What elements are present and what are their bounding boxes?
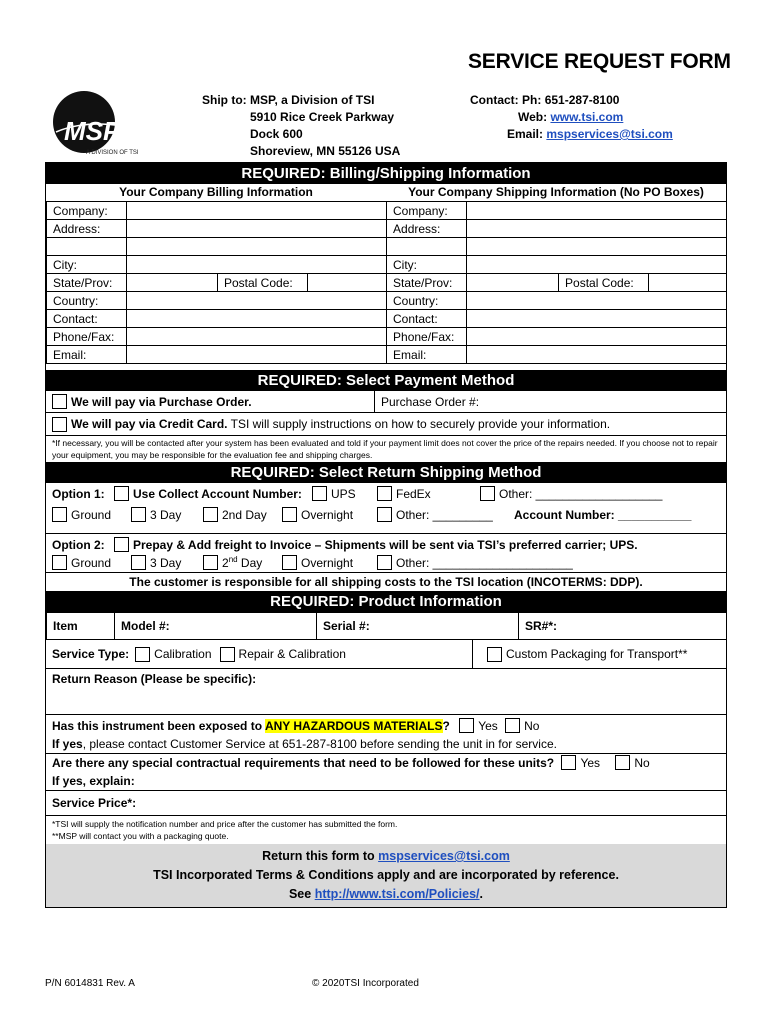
hazard-yes-checkbox[interactable] — [459, 718, 474, 733]
model-label: Model #: — [121, 619, 170, 633]
two-day2-checkbox[interactable] — [203, 555, 218, 570]
shipping-postal-field[interactable] — [649, 274, 727, 292]
ship-to-label: Ship to: — [202, 93, 247, 107]
two-day-label: 2nd Day — [222, 508, 267, 522]
billing-phone-label: Phone/Fax: — [47, 328, 127, 346]
return-reason-field[interactable] — [46, 669, 726, 715]
other3-checkbox[interactable] — [377, 555, 392, 570]
billing-city-field[interactable] — [127, 256, 387, 274]
credit-card-label: We will pay via Credit Card. — [71, 417, 228, 431]
ship-to-line: 5910 Rice Creek Parkway — [250, 110, 395, 124]
other1-field[interactable]: Other: ___________________ — [499, 487, 663, 501]
option2-block — [46, 534, 726, 572]
shipping-email-label: Email: — [387, 346, 467, 364]
email-label: Email: — [507, 127, 544, 141]
other1-checkbox[interactable] — [480, 486, 495, 501]
serial-field[interactable] — [317, 613, 519, 640]
shipping-country-label: Country: — [387, 292, 467, 310]
three-day-label: 3 Day — [150, 508, 182, 522]
sr-label: SR#*: — [525, 619, 558, 633]
ship-to-line: MSP, a Division of TSI — [250, 93, 375, 107]
other2-field[interactable]: Other: _________ — [396, 508, 493, 522]
three-day-checkbox[interactable] — [131, 507, 146, 522]
billing-contact-label: Contact: — [47, 310, 127, 328]
shipping-phone-label: Phone/Fax: — [387, 328, 467, 346]
see-label: See — [288, 887, 315, 901]
service-type-row — [46, 640, 726, 669]
billing-postal-label: Postal Code: — [218, 274, 308, 292]
billing-subheaders — [46, 184, 726, 201]
logo-text: MSP — [64, 116, 121, 146]
web-label: Web: — [518, 110, 548, 124]
hazard-no-label: No — [524, 719, 540, 733]
po-row — [46, 391, 726, 413]
po-number-field[interactable] — [375, 391, 479, 412]
model-field[interactable] — [115, 613, 317, 640]
billing-company-field[interactable] — [127, 202, 387, 220]
service-type-label: Service Type: — [52, 647, 130, 661]
contract-yes-label: Yes — [580, 756, 601, 770]
hazard-no-checkbox[interactable] — [505, 718, 520, 733]
logo-tagline: A DIVISION OF TSI — [86, 150, 139, 156]
overnight-checkbox[interactable] — [282, 507, 297, 522]
billing-city-label: City: — [47, 256, 127, 274]
option1-block — [46, 483, 726, 533]
calibration-label: Calibration — [154, 647, 212, 661]
product-notes — [46, 816, 726, 844]
collect-account-checkbox[interactable] — [114, 486, 129, 501]
billing-state-label: State/Prov: — [47, 274, 127, 292]
ups-label: UPS — [331, 487, 356, 501]
repair-calibration-label: Repair & Calibration — [238, 647, 346, 661]
ground-label: Ground — [71, 508, 112, 522]
email-link[interactable]: mspservices@tsi.com — [546, 127, 673, 141]
return-line1: Return this form to — [262, 849, 379, 863]
copyright: © 2020TSI Incorporated — [312, 978, 419, 989]
serial-label: Serial #: — [323, 619, 370, 633]
phone-label: Ph: — [522, 93, 542, 107]
ground2-checkbox[interactable] — [52, 555, 67, 570]
hazard-yes-label: Yes — [478, 719, 498, 733]
other3-field[interactable]: Other: _____________________ — [396, 556, 573, 570]
contract-no-label: No — [634, 756, 650, 770]
billing-email-field[interactable] — [127, 346, 387, 364]
fedex-checkbox[interactable] — [377, 486, 392, 501]
service-price-field[interactable] — [46, 791, 726, 816]
credit-card-row — [46, 413, 726, 436]
collect-account-label: Use Collect Account Number: — [133, 487, 302, 501]
item-label: Item — [47, 613, 115, 640]
credit-card-checkbox[interactable] — [52, 417, 67, 432]
return-email-link[interactable]: mspservices@tsi.com — [378, 849, 510, 863]
service-price-label: Service Price*: — [52, 796, 137, 810]
po-number-label: Purchase Order #: — [381, 394, 480, 409]
if-yes-label: If yes — [52, 737, 83, 751]
shipping-title: Your Company Shipping Information (No PO Boxes) — [408, 185, 704, 199]
shipping-city-label: City: — [387, 256, 467, 274]
msp-logo-icon — [44, 90, 164, 160]
product-note-1: *TSI will supply the notification number and price after the customer has submitted the form. — [52, 819, 398, 829]
billing-country-label: Country: — [47, 292, 127, 310]
three-day2-label: 3 Day — [150, 556, 182, 570]
option1-label: Option 1: — [52, 487, 105, 501]
shipping-address2-field[interactable] — [467, 238, 727, 256]
three-day2-checkbox[interactable] — [131, 555, 146, 570]
if-yes-instruction: , please contact Customer Service at 651-287-8100 before sending the unit in for service. — [82, 737, 557, 751]
return-reason-label: Return Reason (Please be specific): — [52, 672, 257, 686]
web-link[interactable]: www.tsi.com — [550, 110, 624, 124]
ups-checkbox[interactable] — [312, 486, 327, 501]
billing-phone-field[interactable] — [127, 328, 387, 346]
hazard-highlight: ANY HAZARDOUS MATERIALS — [264, 719, 443, 733]
billing-title: Your Company Billing Information — [119, 185, 313, 199]
option2-label: Option 2: — [52, 538, 105, 552]
contract-explain-field[interactable] — [52, 772, 720, 790]
return-instructions-box: Return this form to mspservices@tsi.com TSI Incorporated Terms & Conditions apply and are incorporated by reference. See http://www.tsi.com/Policies/. — [46, 844, 726, 907]
hazard-question: Has this instrument been exposed to — [52, 719, 265, 733]
if-yes-explain-label: If yes, explain: — [52, 774, 135, 788]
contract-question: Are there any special contractual requirements that need to be followed for these units? — [52, 756, 555, 770]
shipping-contact-label: Contact: — [387, 310, 467, 328]
contact-block — [470, 92, 673, 143]
account-number-field[interactable]: Account Number: ___________ — [514, 508, 692, 522]
part-number: P/N 6014831 Rev. A — [45, 978, 135, 989]
shipping-address-field[interactable] — [467, 220, 727, 238]
po-checkbox[interactable] — [52, 394, 67, 409]
credit-card-detail: TSI will supply instructions on how to securely provide your information. — [227, 417, 611, 431]
page-title: SERVICE REQUEST FORM — [468, 50, 731, 73]
other2-checkbox[interactable] — [377, 507, 392, 522]
billing-address-label: Address: — [47, 220, 127, 238]
hazard-question-end: ? — [442, 719, 450, 733]
product-table — [46, 612, 727, 640]
shipping-company-label: Company: — [387, 202, 467, 220]
billing-email-label: Email: — [47, 346, 127, 364]
msp-logo — [44, 90, 164, 160]
billing-contact-field[interactable] — [127, 310, 387, 328]
ship-to-address — [250, 92, 400, 160]
ground2-label: Ground — [71, 556, 112, 570]
billing-address-field[interactable] — [127, 220, 387, 238]
billing-shipping-table — [46, 201, 727, 364]
terms-line: TSI Incorporated Terms & Conditions apply and are incorporated by reference. — [153, 868, 619, 882]
po-option-label: We will pay via Purchase Order. — [71, 394, 252, 409]
custom-packaging-label: Custom Packaging for Transport** — [506, 647, 688, 661]
shipping-company-field[interactable] — [467, 202, 727, 220]
service-request-form — [45, 162, 727, 908]
overnight2-checkbox[interactable] — [282, 555, 297, 570]
ship-to-line: Shoreview, MN 55126 USA — [250, 144, 401, 158]
shipping-state-field[interactable] — [467, 274, 559, 292]
shipping-contact-field[interactable] — [467, 310, 727, 328]
overnight-label: Overnight — [301, 508, 354, 522]
hazard-block — [46, 715, 726, 754]
payment-section-bar: REQUIRED: Select Payment Method — [46, 370, 726, 391]
two-day-checkbox[interactable] — [203, 507, 218, 522]
repair-calibration-checkbox[interactable] — [220, 647, 235, 662]
policies-link[interactable]: http://www.tsi.com/Policies/ — [314, 887, 480, 901]
ground-checkbox[interactable] — [52, 507, 67, 522]
prepay-label: Prepay & Add freight to Invoice – Shipments will be sent via TSI’s preferred carrier; UPS. — [133, 538, 638, 552]
phone-value: 651-287-8100 — [544, 93, 620, 107]
product-note-2: **MSP will contact you with a packaging quote. — [52, 831, 229, 841]
contract-yes-checkbox[interactable] — [561, 755, 576, 770]
shipping-city-field[interactable] — [467, 256, 727, 274]
custom-packaging-checkbox[interactable] — [487, 647, 502, 662]
ship-to-line: Dock 600 — [250, 127, 303, 141]
shipping-phone-field[interactable] — [467, 328, 727, 346]
contract-no-checkbox[interactable] — [615, 755, 630, 770]
shipping-address-label: Address: — [387, 220, 467, 238]
billing-company-label: Company: — [47, 202, 127, 220]
contract-block — [46, 754, 726, 791]
fedex-label: FedEx — [396, 487, 431, 501]
billing-address2-field[interactable] — [127, 238, 387, 256]
billing-postal-field[interactable] — [308, 274, 387, 292]
billing-section-bar: REQUIRED: Billing/Shipping Information — [46, 163, 726, 184]
shipping-section-bar: REQUIRED: Select Return Shipping Method — [46, 462, 726, 483]
product-section-bar: REQUIRED: Product Information — [46, 591, 726, 612]
billing-country-field[interactable] — [127, 292, 387, 310]
prepay-checkbox[interactable] — [114, 537, 129, 552]
overnight2-label: Overnight — [301, 556, 354, 570]
billing-state-field[interactable] — [127, 274, 218, 292]
calibration-checkbox[interactable] — [135, 647, 150, 662]
shipping-email-field[interactable] — [467, 346, 727, 364]
two-day2-label: 2nd Day — [222, 555, 263, 570]
shipping-state-label: State/Prov: — [387, 274, 467, 292]
payment-note: *If necessary, you will be contacted after your system has been evaluated and told if your payment limit does not cover the price of the repairs needed. If you choose not to repair your equipment, you may be responsible for the evaluation fee and shipping charges. — [52, 438, 718, 460]
contact-label: Contact: — [470, 93, 519, 107]
shipping-postal-label: Postal Code: — [559, 274, 649, 292]
sr-field[interactable] — [519, 613, 727, 640]
shipping-responsibility-note: The customer is responsible for all shipping costs to the TSI location (INCOTERMS: DDP). — [129, 575, 643, 589]
shipping-country-field[interactable] — [467, 292, 727, 310]
